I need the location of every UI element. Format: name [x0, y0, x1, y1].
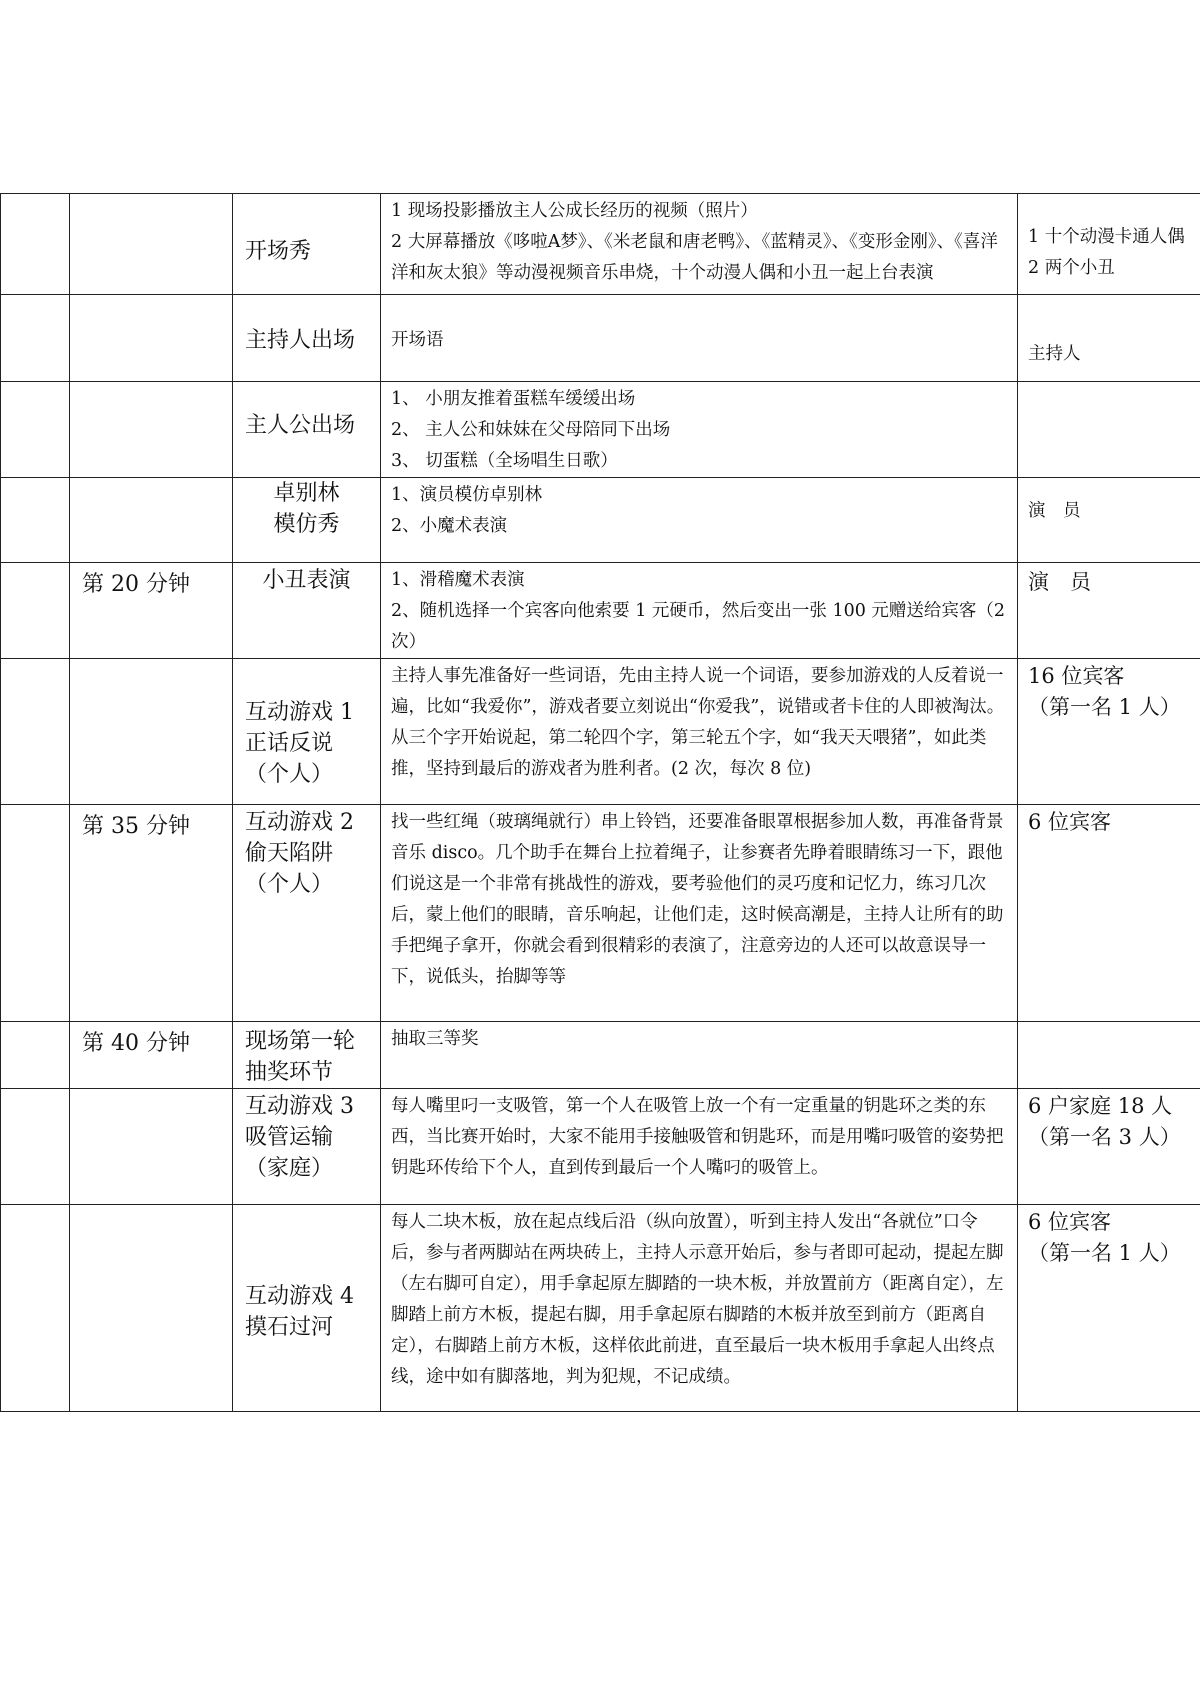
time-cell	[70, 1089, 233, 1205]
schedule-row	[1, 478, 1200, 563]
participants-text: 6 位宾客 （第一名 1 人）	[1028, 1210, 1181, 1265]
participants-text	[1018, 1022, 1200, 1036]
item-cell	[233, 805, 381, 1022]
item-cell	[233, 1205, 381, 1412]
time-cell	[70, 563, 233, 659]
schedule-row	[1, 382, 1200, 478]
content-cell	[381, 295, 1018, 382]
participants-cell	[1018, 295, 1200, 382]
participants-text: 主持人	[1028, 344, 1081, 364]
content-line: 2、随机选择一个宾客向他索要 1 元硬币，然后变出一张 100 元赠送给宾客（2 次）	[391, 601, 1006, 652]
content-cell	[381, 1022, 1018, 1089]
item-name: 小丑表演	[262, 568, 351, 593]
content-line: 1、演员模仿卓别林	[391, 485, 543, 505]
time-text	[70, 478, 232, 484]
participants-cell	[1018, 563, 1200, 659]
content-line: 找一些红绳（玻璃绳就行）串上铃铛，还要准备眼罩根据参加人数，再准备背景音乐 disco。几个助手在舞台上拉着绳子，让参赛者先睁着眼睛练习一下，跟他们说这是一个非常有挑战性的游戏，要考验他们的灵巧度和记忆力，练习几次后，蒙上他们的眼睛，音乐响起，让他们走，这时候高潮是，主持人让所有的助手把绳子拿开，你就会看到很精彩的表演了，注意旁边的人还可以故意误导一下，说低头，抬脚等等	[391, 812, 1004, 987]
content-text	[381, 1089, 1017, 1184]
schedule-row	[1, 659, 1200, 805]
content-line: 每人嘴里叼一支吸管，第一个人在吸管上放一个有一定重量的钥匙环之类的东西，当比赛开始时，大家不能用手接触吸管和钥匙环，而是用嘴叼吸管的姿势把钥匙环传给下个人，直到传到最后一个人嘴叼的吸管上。	[391, 1096, 1004, 1178]
content-cell	[381, 382, 1018, 478]
margin-cell	[1, 1205, 70, 1412]
time-text	[70, 194, 232, 200]
content-cell	[381, 805, 1018, 1022]
item-cell	[233, 1022, 381, 1089]
participants-text: 6 户家庭 18 人 （第一名 3 人）	[1028, 1094, 1181, 1149]
content-text	[381, 382, 1017, 477]
item-name: 互动游戏 2 偷天陷阱 （个人）	[245, 810, 354, 897]
time-text: 第 35 分钟	[82, 814, 190, 839]
margin-cell	[1, 382, 70, 478]
margin-cell	[1, 1089, 70, 1205]
content-line: 开场语	[391, 330, 444, 350]
time-text	[70, 382, 232, 388]
content-text	[381, 1022, 1017, 1055]
participants-cell	[1018, 1022, 1200, 1089]
content-line: 抽取三等奖	[391, 1029, 479, 1049]
item-name: 开场秀	[245, 239, 312, 264]
party-schedule-table	[0, 193, 1200, 1412]
item-cell	[233, 382, 381, 478]
item-name: 现场第一轮 抽奖环节	[245, 1029, 356, 1085]
participants-cell	[1018, 659, 1200, 805]
content-line: 1 现场投影播放主人公成长经历的视频（照片）	[391, 201, 758, 221]
content-line: 1、滑稽魔术表演	[391, 570, 525, 590]
time-text: 第 40 分钟	[82, 1031, 190, 1056]
participants-cell	[1018, 1089, 1200, 1205]
content-cell	[381, 1205, 1018, 1412]
schedule-row	[1, 563, 1200, 659]
content-line: 3、 切蛋糕（全场唱生日歌）	[391, 451, 618, 471]
schedule-row	[1, 194, 1200, 295]
content-line: 2 大屏幕播放《哆啦A梦》、《米老鼠和唐老鸭》、《蓝精灵》、《变形金刚》、《喜洋洋和灰太狼》等动漫视频音乐串烧，十个动漫人偶和小丑一起上台表演	[391, 232, 998, 283]
item-name: 互动游戏 4 摸石过河	[245, 1284, 354, 1340]
content-text	[381, 659, 1017, 785]
participants-text: 演 员	[1028, 570, 1091, 594]
item-name: 主人公出场	[245, 413, 356, 438]
time-cell	[70, 1205, 233, 1412]
margin-cell	[1, 295, 70, 382]
participants-cell	[1018, 805, 1200, 1022]
item-name: 互动游戏 3 吸管运输 （家庭）	[245, 1094, 354, 1181]
schedule-row	[1, 1089, 1200, 1205]
content-line: 2、小魔术表演	[391, 516, 508, 536]
content-text	[381, 805, 1017, 993]
schedule-row	[1, 1205, 1200, 1412]
time-cell	[70, 194, 233, 295]
content-text	[381, 478, 1017, 542]
content-line: 每人二块木板，放在起点线后沿（纵向放置），听到主持人发出“各就位”口令后，参与者两脚站在两块砖上，主持人示意开始后，参与者即可起动，提起左脚（左右脚可自定），用手拿起原左脚踏的一块木板，并放置前方（距离自定），左脚踏上前方木板，提起右脚，用手拿起原右脚踏的木板并放至到前方（距离自定），右脚踏上前方木板，这样依此前进，直至最后一块木板用手拿起人出终点线，途中如有脚落地，判为犯规，不记成绩。	[391, 1212, 1004, 1387]
time-cell	[70, 295, 233, 382]
margin-cell	[1, 563, 70, 659]
content-cell	[381, 194, 1018, 295]
content-line: 2、 主人公和妹妹在父母陪同下出场	[391, 420, 671, 440]
margin-cell	[1, 1022, 70, 1089]
content-cell	[381, 1089, 1018, 1205]
time-text	[70, 295, 232, 301]
time-cell	[70, 805, 233, 1022]
time-cell	[70, 478, 233, 563]
participants-text	[1018, 382, 1200, 396]
participants-text: 16 位宾客 （第一名 1 人）	[1028, 664, 1181, 719]
participants-cell	[1018, 1205, 1200, 1412]
content-text	[381, 194, 1017, 289]
time-cell	[70, 382, 233, 478]
time-cell	[70, 1022, 233, 1089]
item-cell	[233, 194, 381, 295]
margin-cell	[1, 659, 70, 805]
margin-cell	[1, 194, 70, 295]
content-text	[381, 295, 1017, 356]
content-text	[381, 563, 1017, 658]
schedule-row	[1, 1022, 1200, 1089]
content-cell	[381, 478, 1018, 563]
time-cell	[70, 659, 233, 805]
participants-cell	[1018, 382, 1200, 478]
content-line: 主持人事先准备好一些词语，先由主持人说一个词语，要参加游戏的人反着说一遍，比如“我爱你”，游戏者要立刻说出“你爱我”，说错或者卡住的人即被淘汰。从三个字开始说起，第二轮四个字，第三轮五个字，如“我天天喂猪”，如此类推，坚持到最后的游戏者为胜利者。(2 次，每次 8 位)	[391, 666, 1005, 779]
content-cell	[381, 659, 1018, 805]
margin-cell	[1, 805, 70, 1022]
time-text: 第 20 分钟	[82, 572, 190, 597]
schedule-row	[1, 295, 1200, 382]
item-cell	[233, 478, 381, 563]
item-cell	[233, 659, 381, 805]
item-cell	[233, 1089, 381, 1205]
participants-cell	[1018, 478, 1200, 563]
item-name: 卓别林 模仿秀	[273, 481, 340, 537]
participants-text: 1 十个动漫卡通人偶 2 两个小丑	[1028, 227, 1185, 278]
schedule-row	[1, 805, 1200, 1022]
participants-text: 演 员	[1028, 501, 1081, 521]
content-text	[381, 1205, 1017, 1393]
participants-cell	[1018, 194, 1200, 295]
margin-cell	[1, 478, 70, 563]
participants-text: 6 位宾客	[1028, 810, 1112, 834]
item-name: 互动游戏 1 正话反说 （个人）	[245, 700, 354, 787]
time-text	[70, 1205, 232, 1211]
item-name: 主持人出场	[245, 328, 356, 353]
item-cell	[233, 563, 381, 659]
time-text	[70, 1089, 232, 1095]
content-line: 1、 小朋友推着蛋糕车缓缓出场	[391, 389, 636, 409]
content-cell	[381, 563, 1018, 659]
time-text	[70, 659, 232, 665]
item-cell	[233, 295, 381, 382]
